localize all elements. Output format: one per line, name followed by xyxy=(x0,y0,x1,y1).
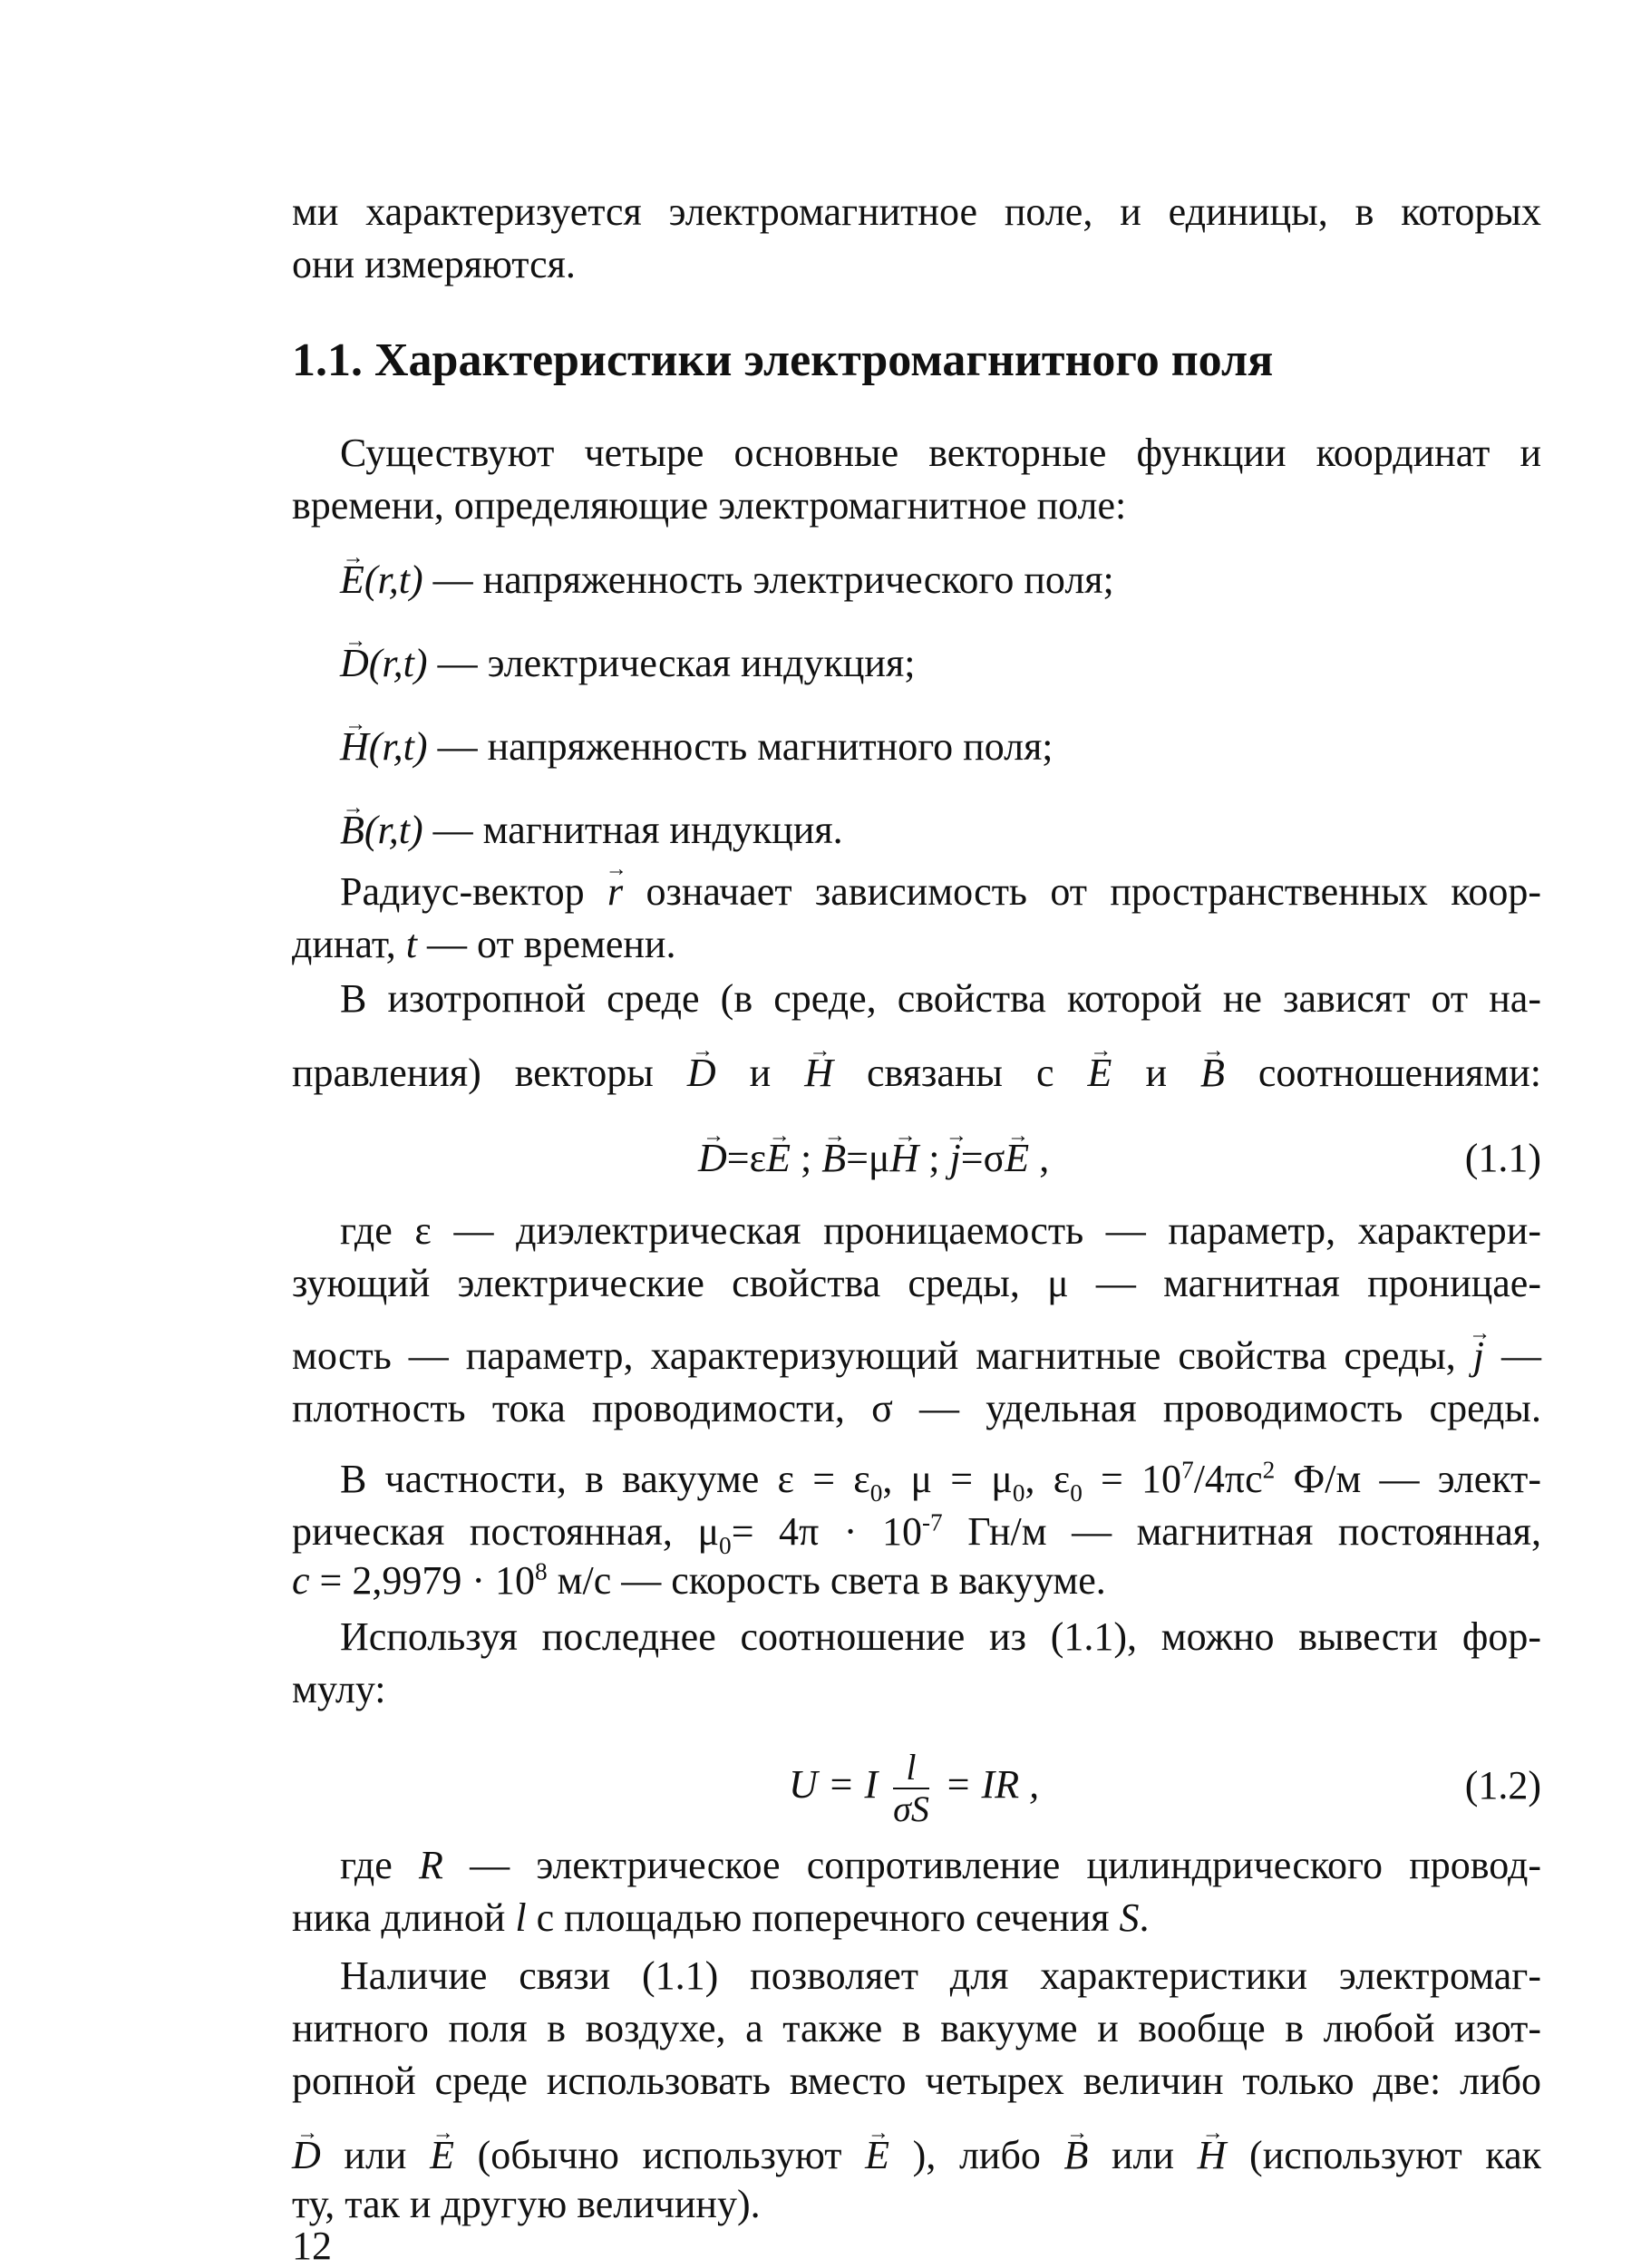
text-run: = 2,9979 · 10 xyxy=(309,1558,535,1603)
vector-args: (r,t) xyxy=(368,641,428,685)
text-run: с площадью поперечного сечения xyxy=(526,1895,1120,1940)
text-run: соотношениями: xyxy=(1224,1051,1541,1095)
fraction-denominator: σS xyxy=(893,1788,929,1829)
math-rhs: = IR , xyxy=(934,1762,1040,1808)
text-line xyxy=(340,869,1541,914)
fraction-numerator: l xyxy=(893,1748,929,1789)
text-line xyxy=(340,1843,1541,1887)
text-run: . xyxy=(1139,1895,1150,1940)
vector-symbol: → D xyxy=(340,644,369,683)
vector-symbol: → B xyxy=(340,810,364,850)
definition-item xyxy=(340,810,1541,850)
math-op: =μ xyxy=(846,1136,890,1180)
text-line: ту, так и другую величину). xyxy=(292,2182,761,2226)
vector-symbol: → E xyxy=(1005,1139,1029,1178)
text-run: В частности, в вакууме ε = ε xyxy=(340,1457,870,1501)
subscript: 0 xyxy=(719,1531,732,1559)
text-line xyxy=(292,922,1541,966)
vector-symbol: → B xyxy=(1200,1053,1225,1093)
text-line xyxy=(292,2133,1541,2177)
text-run: , μ = μ xyxy=(882,1457,1013,1501)
subscript: 0 xyxy=(1012,1478,1025,1507)
text-run: — от времени. xyxy=(417,922,676,966)
vector-symbol: → D xyxy=(698,1139,727,1178)
text-run: правления) векторы xyxy=(292,1051,687,1095)
math-lhs: U = I xyxy=(789,1762,888,1808)
vector-symbol: → j xyxy=(1473,1336,1484,1376)
definition-text: — напряженность электрического поля; xyxy=(422,557,1114,602)
text-line: мулу: xyxy=(292,1667,386,1711)
text-run: рическая постоянная, μ xyxy=(292,1509,720,1554)
math-sep: ; xyxy=(918,1136,950,1180)
math-sep: , xyxy=(1029,1136,1050,1180)
definition-item xyxy=(340,557,1541,602)
text-line xyxy=(292,1557,1541,1603)
text-line: ми характеризуется электромагнитное поле, и единицы, в которых xyxy=(292,189,1541,234)
math-sep: ; xyxy=(790,1136,822,1180)
math-symbol: t xyxy=(405,922,418,966)
equation-number: (1.2) xyxy=(1464,1763,1541,1808)
vector-args: (r,t) xyxy=(364,808,423,852)
text-run: м/с — скорость света в вакууме. xyxy=(547,1558,1106,1603)
text-run: мость — параметр, характеризующий магнитные свойства среды, xyxy=(292,1333,1473,1378)
superscript: -7 xyxy=(921,1508,943,1536)
vector-symbol: → D xyxy=(292,2136,321,2176)
text-run: = 4π · 10 xyxy=(731,1509,922,1554)
text-run: или xyxy=(1088,2133,1198,2177)
equation-number: (1.1) xyxy=(1464,1136,1541,1180)
vector-symbol: → r xyxy=(607,872,623,912)
text-line xyxy=(292,1053,1541,1093)
subscript: 0 xyxy=(1070,1478,1083,1507)
vector-symbol: → B xyxy=(1063,2136,1088,2176)
definition-item xyxy=(340,724,1541,769)
vector-symbol: → D xyxy=(687,1053,716,1093)
equation-1-2 xyxy=(789,1748,1039,1829)
superscript: 7 xyxy=(1181,1456,1194,1484)
text-run: — электрическое сопротивление цилиндрического провод- xyxy=(442,1843,1541,1887)
vector-symbol: → E xyxy=(340,560,364,600)
definition-item xyxy=(340,641,1541,685)
math-symbol: l xyxy=(515,1895,527,1940)
vector-symbol: → E xyxy=(865,2136,889,2176)
text-run: = 10 xyxy=(1082,1457,1182,1501)
vector-symbol: → j xyxy=(950,1139,961,1178)
vector-symbol: → E xyxy=(430,2136,454,2176)
text-line: Используя последнее соотношение из (1.1), можно вывести фор- xyxy=(340,1614,1541,1659)
text-run: , ε xyxy=(1024,1457,1071,1501)
vector-symbol: → B xyxy=(821,1139,846,1178)
vector-symbol: → H xyxy=(340,727,369,767)
text-run: Гн/м — магнитная постоянная, xyxy=(942,1509,1541,1554)
text-run: означает зависимость от пространственных коор- xyxy=(623,869,1541,914)
text-run: — xyxy=(1484,1333,1541,1378)
text-line: времени, определяющие электромагнитное поле: xyxy=(292,483,1127,528)
vector-symbol: → E xyxy=(766,1139,791,1178)
math-symbol: R xyxy=(419,1843,443,1887)
vector-symbol: → H xyxy=(1198,2136,1227,2176)
vector-symbol: → E xyxy=(1088,1053,1112,1093)
text-line xyxy=(292,1508,1541,1559)
text-run: и xyxy=(1112,1051,1200,1095)
text-line: Существуют четыре основные векторные функции координат и xyxy=(340,431,1541,475)
vector-symbol: → H xyxy=(890,1139,919,1178)
text-line xyxy=(292,1333,1541,1378)
vector-symbol: → H xyxy=(804,1053,833,1093)
section-heading: 1.1. Характеристики электромагнитного поля xyxy=(292,334,1274,386)
text-line: В изотропной среде (в среде, свойства которой не зависят от на- xyxy=(340,976,1541,1021)
text-run: (используют как xyxy=(1226,2133,1541,2177)
text-run: Радиус-вектор xyxy=(340,869,607,914)
text-run: ), либо xyxy=(889,2133,1064,2177)
subscript: 0 xyxy=(869,1478,883,1507)
text-line: они измеряются. xyxy=(292,242,576,286)
text-run: Ф/м — элект- xyxy=(1275,1457,1541,1501)
superscript: 2 xyxy=(1262,1456,1276,1484)
text-line: Наличие связи (1.1) позволяет для характеристики электромаг- xyxy=(340,1953,1541,1998)
text-run: (обычно используют xyxy=(453,2133,866,2177)
text-line: где ε — диэлектрическая проницаемость — параметр, характери- xyxy=(340,1208,1541,1253)
text-run: ника длиной xyxy=(292,1895,516,1940)
text-run: и xyxy=(715,1051,805,1095)
text-line xyxy=(292,1895,1541,1940)
text-line: плотность тока проводимости, σ — удельная проводимость среды. xyxy=(292,1386,1541,1430)
text-line: ропной среде использовать вместо четырех величин только две: либо xyxy=(292,2059,1541,2103)
superscript: 8 xyxy=(535,1557,548,1585)
text-line: зующий электрические свойства среды, μ — магнитная проницае- xyxy=(292,1261,1541,1305)
text-run: динат, xyxy=(292,922,406,966)
definition-text: — магнитная индукция. xyxy=(422,808,843,852)
definition-text: — электрическая индукция; xyxy=(427,641,916,685)
vector-args: (r,t) xyxy=(364,557,423,602)
math-op: =ε xyxy=(726,1136,767,1180)
text-line xyxy=(340,1456,1541,1507)
math-symbol: S xyxy=(1119,1895,1140,1940)
equation-1-1 xyxy=(698,1136,1050,1180)
fraction xyxy=(893,1748,929,1829)
text-line: нитного поля в воздухе, а также в вакууме и вообще в любой изот- xyxy=(292,2006,1541,2050)
math-op: =σ xyxy=(960,1136,1005,1180)
text-run: или xyxy=(320,2133,431,2177)
page-number: 12 xyxy=(292,2224,332,2268)
text-run: связаны с xyxy=(832,1051,1088,1095)
math-symbol: c xyxy=(292,1558,310,1603)
text-run: /4πc xyxy=(1193,1457,1263,1501)
definition-text: — напряженность магнитного поля; xyxy=(427,724,1054,769)
vector-args: (r,t) xyxy=(368,724,428,769)
text-run: где xyxy=(340,1843,419,1887)
